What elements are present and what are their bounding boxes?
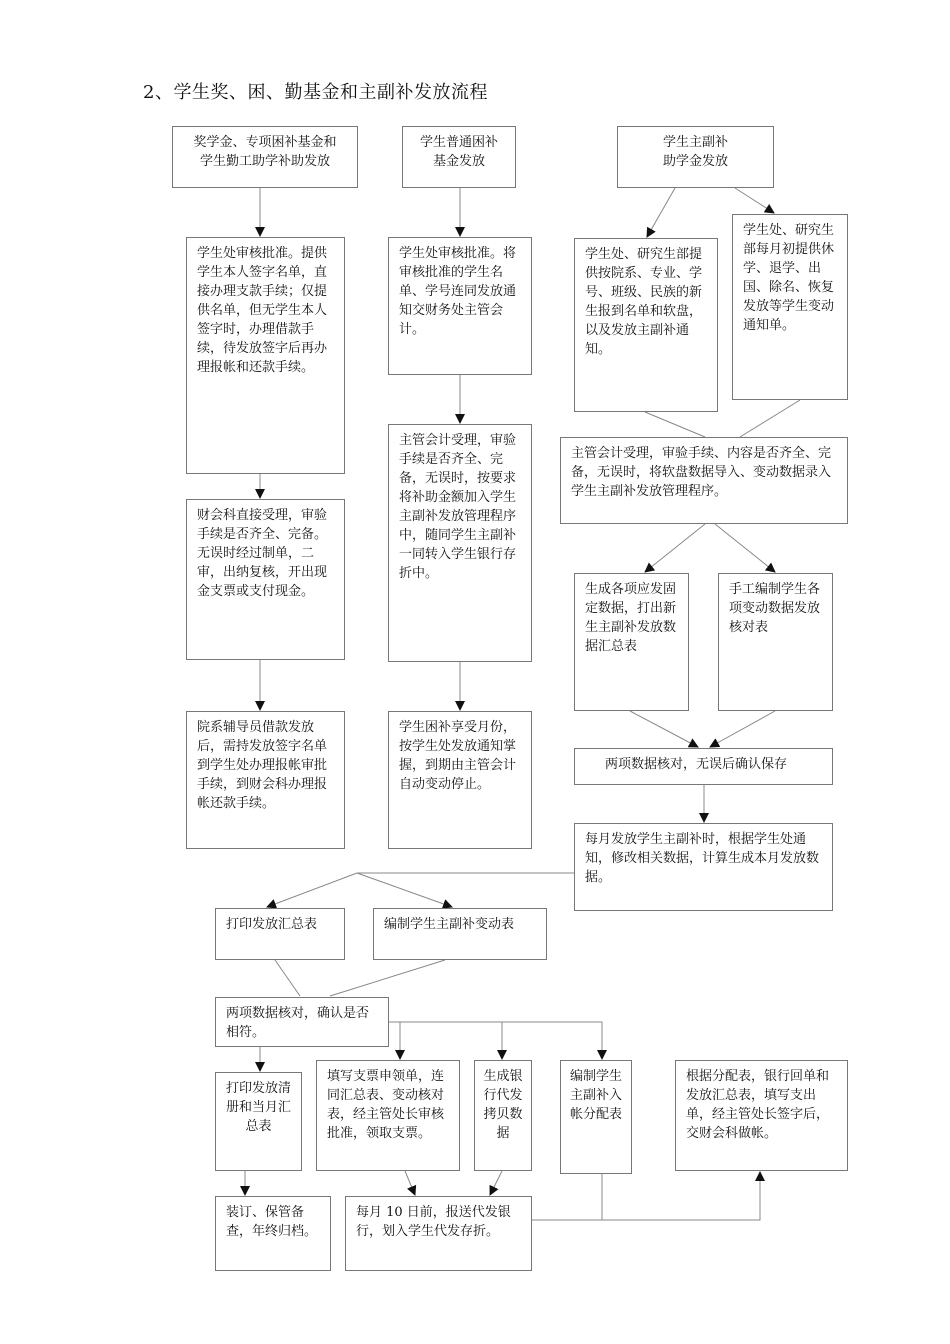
col2-head-box: 学生普通困补 基金发放 [402,126,516,188]
change-table-box: 编制学生主副补变动表 [373,908,547,960]
col3-monthly-box: 每月发放学生主副补时，根据学生处通知，修改相关数据，计算生成本月发放数据。 [574,823,833,911]
alloc-box: 编制学生主副补入帐分配表 [560,1060,632,1174]
col1-step2-box: 财会科直接受理，审验手续是否齐全、完备。无误时经过制单，二审，出纳复核，开出现金支票或支付现金。 [186,499,345,660]
deliver-box: 每月 10 日前，报送代发银行，划入学生代发存折。 [345,1196,532,1271]
col3-change-notice-box: 学生处、研究生部每月初提供休学、退学、出国、除名、恢复发放等学生变动通知单。 [732,214,848,400]
print-summary-box: 打印发放汇总表 [215,908,345,960]
col2-step1-box: 学生处审核批准。将审核批准的学生名单、学号连同发放通知交财务处主管会计。 [388,237,532,375]
bank-copy-box: 生成银行代发拷贝数据 [474,1060,532,1171]
col2-step3-box: 学生困补享受月份，按学生处发放通知掌握，到期由主管会计自动变动停止。 [388,711,532,849]
page-title: 2、学生奖、困、勤基金和主副补发放流程 [143,82,488,103]
col1-step3-box: 院系辅导员借款发放后，需持发放签字名单到学生处办理报帐审批手续，到财会科办理报帐还款手续。 [186,711,345,849]
col1-step1-box: 学生处审核批准。提供学生本人签字名单，直接办理支款手续；仅提供名单，但无学生本人签字时，办理借款手续，待发放签字后再办理报帐和还款手续。 [186,237,345,474]
col2-step2-box: 主管会计受理，审验手续是否齐全、完备，无误时，按要求将补助金额加入学生主副补发放管理程序中，随同学生主副补一同转入学生银行存折中。 [388,424,532,662]
archive-box: 装订、保管备查，年终归档。 [215,1196,331,1271]
col3-accountant-box: 主管会计受理，审验手续、内容是否齐全、完备，无误时，将软盘数据导入、变动数据录入学生主副补发放管理程序。 [560,437,848,524]
bank-return-box: 根据分配表，银行回单和发放汇总表，填写支出单，经主管处长签字后，交财会科做帐。 [675,1060,848,1171]
col1-head-box: 奖学金、专项困补基金和 学生勤工助学补助发放 [172,126,358,188]
verify-box: 两项数据核对，确认是否相符。 [215,997,389,1047]
col3-newstudent-box: 学生处、研究生部提供按院系、专业、学号、班级、民族的新生报到名单和软盘，以及发放主副补通知。 [574,238,718,412]
col3-check-box: 两项数据核对，无误后确认保存 [574,748,833,785]
col3-manual-box: 手工编制学生各项变动数据发放核对表 [718,573,833,711]
col3-head-box: 学生主副补 助学金发放 [617,126,774,188]
print-list-box: 打印发放清册和当月汇总表 [215,1072,302,1171]
cheque-box: 填写支票申领单，连同汇总表、变动核对表，经主管处长审核批准，领取支票。 [316,1060,460,1171]
col3-generate-box: 生成各项应发固定数据，打出新生主副补发放数据汇总表 [574,573,689,711]
